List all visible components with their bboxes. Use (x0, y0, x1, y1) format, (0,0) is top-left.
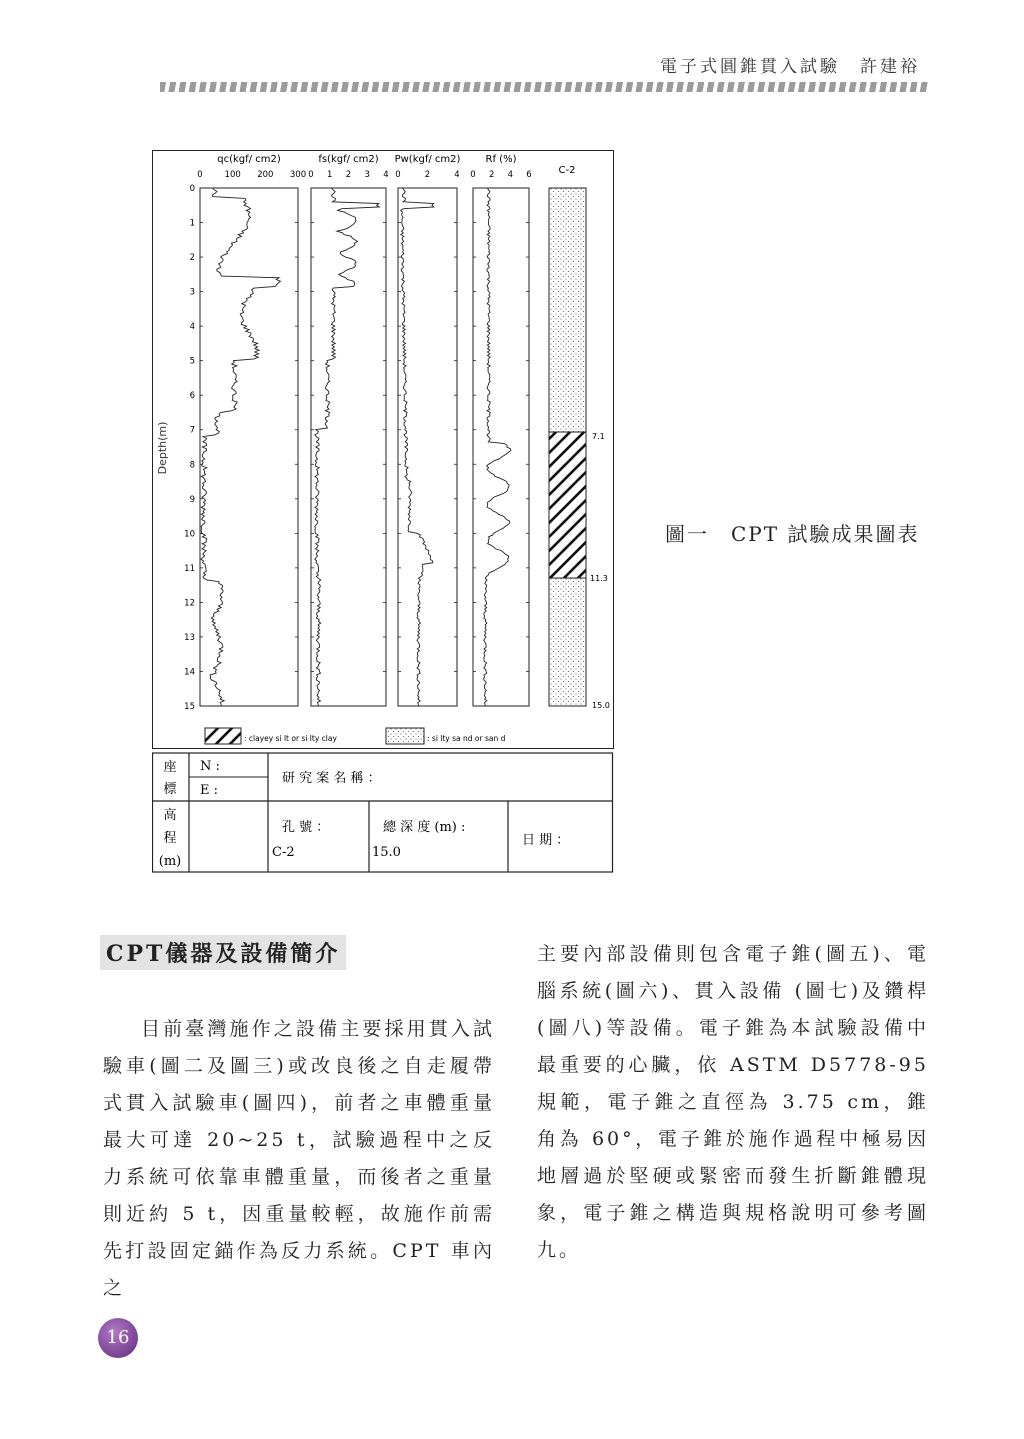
log-panel-frame (311, 188, 386, 706)
elevation-unit: (m) (158, 854, 182, 869)
figure-caption: 圖一 CPT 試驗成果圖表 (665, 522, 920, 546)
depth-tick-label: 6 (189, 391, 195, 402)
page-number: 16 (98, 1318, 138, 1358)
panel-axis-label: Rf (%) (485, 154, 517, 165)
depth-axis-label: Depth(m) (156, 421, 169, 475)
depth-tick-label: 12 (184, 598, 195, 609)
total-depth-value: 15.0 (372, 845, 401, 860)
depth-tick-label: 14 (184, 667, 195, 678)
info-table (153, 753, 613, 872)
paragraph-right: 主要內部設備則包含電子錐(圖五)、電腦系統(圖六)、貫入設備 (圖七)及鑽桿(圖八)等設備。電子錐為本試驗設備中最重要的心臟，依 ASTM D5778-95 規範，電子錐之直徑為 3.75 cm，錐角為 60°，電子錐於施作過程中極易因地層過於堅硬或緊密而發生折斷錐體現象，電子錐之構造與規格說明可參考圖九。 (537, 943, 929, 1261)
project-name-label: 研 究 案 名 稱 ： (282, 771, 381, 786)
depth-tick-label: 15 (184, 702, 195, 712)
paragraph-left: 目前臺灣施作之設備主要採用貫入試驗車(圖二及圖三)或改良後之自走履帶式貫入試驗車(圖四)，前者之車體重量最大可達 20~25 t，試驗過程中之反力系統可依靠車體重量，而後者之重量則近約 5 t，因重量較輕，故施作前需先打設固定錨作為反力系統。CPT 車內之 (103, 1018, 495, 1299)
qc-trace (201, 188, 280, 706)
layer-depth-2: 11.3 (590, 574, 608, 583)
panel-tick-label: 0 (308, 170, 314, 180)
clay-layer (549, 432, 586, 578)
layer-depth-1: 7.1 (592, 432, 605, 441)
depth-tick-label: 3 (189, 287, 195, 298)
panel-tick-label: 6 (526, 170, 532, 180)
depth-tick-label: 1 (189, 218, 195, 229)
sand-layer-upper (549, 188, 586, 432)
total-depth-label: 總 深 度 (m) : (383, 820, 466, 835)
running-header: 電子式圓錐貫入試驗 許建裕 (660, 57, 920, 77)
panel-tick-label: 300 (289, 170, 307, 180)
depth-tick-label: 7 (189, 425, 195, 436)
legend-hatch-label: : clayey si lt or si lty clay (244, 734, 337, 743)
depth-tick-label: 9 (189, 494, 195, 505)
depth-tick-label: 4 (189, 322, 195, 333)
elevation-label-2: 程 (163, 831, 177, 846)
fs-trace (315, 188, 379, 706)
panel-tick-label: 200 (257, 170, 274, 180)
panel-tick-label: 100 (224, 170, 241, 180)
panel-tick-label: 4 (383, 170, 389, 180)
log-panel-frame (473, 188, 529, 706)
pw-trace (401, 188, 434, 706)
panel-tick-label: 2 (488, 170, 495, 180)
cpt-log-chart (152, 150, 614, 875)
cpt-figure (152, 150, 614, 875)
panel-tick-label: 2 (424, 170, 431, 180)
elevation-label-1: 高 (163, 808, 177, 823)
legend-dots-swatch (386, 728, 424, 744)
log-panel-frame (398, 188, 457, 706)
header-dashed-rule (160, 82, 930, 92)
body-column-left (103, 1011, 495, 1307)
panel-axis-label: Pw(kgf/ cm2) (394, 154, 461, 165)
legend-hatch-swatch (205, 728, 241, 744)
hole-no-value: C-2 (272, 845, 295, 860)
panel-tick-label: 4 (507, 170, 514, 180)
body-column-right (537, 936, 929, 1269)
n-coord-label: N : (200, 759, 220, 774)
depth-tick-label: 2 (189, 253, 195, 264)
panel-axis-label: qc(kgf/ cm2) (217, 154, 281, 165)
e-coord-label: E : (200, 783, 219, 798)
section-heading: CPT儀器及設備簡介 (100, 935, 346, 970)
panel-tick-label: 4 (454, 170, 460, 180)
depth-tick-label: 13 (184, 632, 195, 643)
coord-label-1: 座 (163, 760, 177, 775)
panel-tick-label: 3 (364, 170, 370, 180)
depth-tick-label: 10 (184, 529, 195, 540)
panel-tick-label: 0 (395, 170, 401, 180)
rf-trace (484, 188, 511, 706)
log-title: C-2 (558, 165, 576, 176)
depth-tick-label: 0 (189, 184, 195, 194)
legend-dots-label: : si lty sa nd or san d (427, 734, 506, 743)
hole-no-label: 孔 號 ： (282, 820, 330, 835)
depth-tick-label: 5 (189, 356, 195, 367)
depth-tick-label: 11 (184, 563, 195, 574)
panel-tick-label: 1 (327, 170, 333, 180)
depth-tick-label: 8 (189, 460, 195, 471)
panel-tick-label: 0 (470, 170, 476, 180)
panel-axis-label: fs(kgf/ cm2) (318, 154, 379, 165)
sand-layer-lower (549, 578, 586, 706)
panel-tick-label: 0 (197, 170, 203, 180)
layer-depth-3: 15.0 (592, 701, 610, 710)
coord-label-2: 標 (163, 782, 177, 797)
panel-tick-label: 2 (345, 170, 352, 180)
date-label: 日 期 ： (522, 833, 570, 848)
